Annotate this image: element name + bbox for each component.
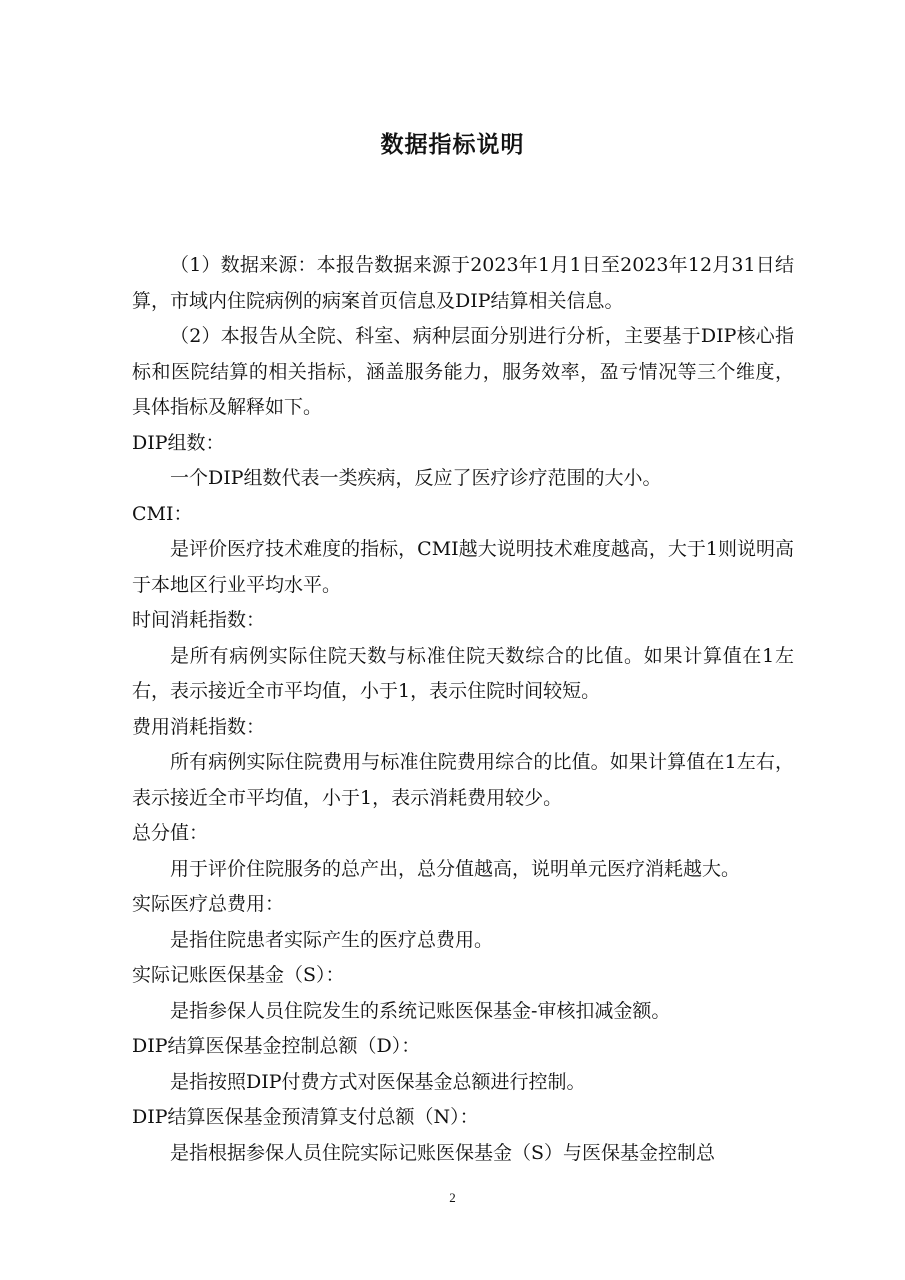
indicator-desc-actual-total-cost: 是指住院患者实际产生的医疗总费用。 <box>170 928 494 951</box>
indicator-heading-cost-index: 费用消耗指数： <box>132 715 266 738</box>
indicator-desc-dip-groups: 一个DIP组数代表一类疾病，反应了医疗诊疗范围的大小。 <box>170 467 662 489</box>
indicator-heading-preliquidation-n: DIP结算医保基金预清算支付总额（N）： <box>132 1106 479 1128</box>
indicator-heading-time-index: 时间消耗指数： <box>132 609 266 631</box>
intro-paragraph-2: （2）本报告从全院、科室、病种层面分别进行分析，主要基于DIP核心指标和医院结算的相关指标，涵盖服务能力，服务效率，盈亏情况等三个维度，具体指标及解释如下。 <box>132 325 794 418</box>
indicator-desc-cost-index: 所有病例实际住院费用与标准住院费用综合的比值。如果计算值在1左右，表示接近全市平均值，小于1，表示消耗费用较少。 <box>132 751 794 809</box>
indicator-heading-fund-control-d: DIP结算医保基金控制总额（D）： <box>132 1035 421 1057</box>
indicator-heading-dip-groups: DIP组数： <box>132 431 225 454</box>
page-title: 数据指标说明 <box>380 132 525 158</box>
indicator-heading-total-score: 总分值： <box>132 822 209 844</box>
indicator-desc-time-index: 是所有病例实际住院天数与标准住院天数综合的比值。如果计算值在1左右，表示接近全市平均值，小于1，表示住院时间较短。 <box>132 644 794 702</box>
indicator-desc-actual-fund-s: 是指参保人员住院发生的系统记账医保基金-审核扣减金额。 <box>170 999 671 1022</box>
indicator-desc-preliquidation-n: 是指根据参保人员住院实际记账医保基金（S）与医保基金控制总 <box>170 1141 716 1164</box>
indicator-desc-cmi: 是评价医疗技术难度的指标，CMI越大说明技术难度越高，大于1则说明高于本地区行业平均水平。 <box>132 538 794 596</box>
indicator-heading-actual-total-cost: 实际医疗总费用： <box>132 893 285 915</box>
indicator-desc-total-score: 用于评价住院服务的总产出，总分值越高，说明单元医疗消耗越大。 <box>170 857 741 880</box>
page-number: 2 <box>449 1190 456 1205</box>
indicator-heading-cmi: CMI： <box>132 502 193 525</box>
document-body <box>132 248 794 1171</box>
indicator-desc-fund-control-d: 是指按照DIP付费方式对医保基金总额进行控制。 <box>170 1070 586 1093</box>
indicator-heading-actual-fund-s: 实际记账医保基金（S）： <box>132 964 345 986</box>
intro-paragraph-1: （1）数据来源：本报告数据来源于2023年1月1日至2023年12月31日结算，市域内住院病例的病案首页信息及DIP结算相关信息。 <box>132 254 794 312</box>
